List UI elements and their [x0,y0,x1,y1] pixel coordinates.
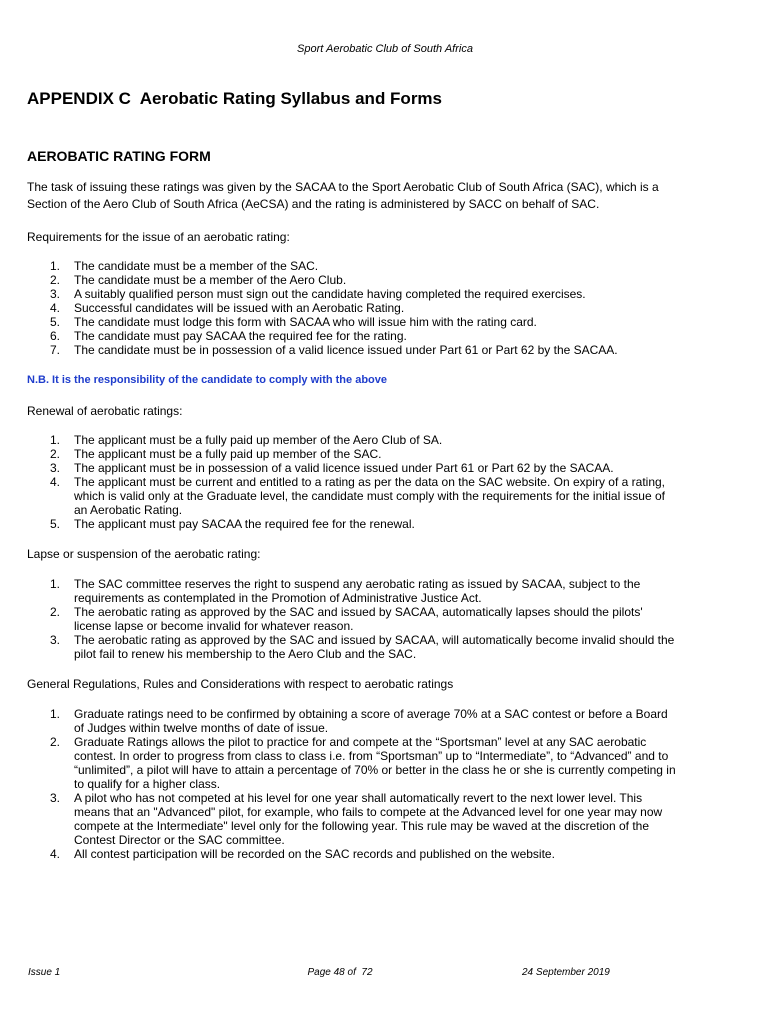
list-item-text: The candidate must be a member of the SAC. [74,259,319,273]
list-item-number: 5. [50,517,61,531]
list-item-number: 3. [50,287,61,301]
list-item [27,517,677,531]
list-item-number: 3. [50,791,61,805]
list-item [27,735,677,791]
list-item [27,273,677,287]
list-item [27,447,677,461]
renewal-heading: Renewal of aerobatic ratings: [27,404,183,418]
list-item-text: The applicant must be a fully paid up member of the SAC. [74,447,382,461]
list-item-number: 2. [50,447,61,461]
list-item-number: 6. [50,329,61,343]
list-item-number: 1. [50,433,61,447]
list-item-text: Graduate Ratings allows the pilot to practice for and compete at the “Sportsman” level at any SAC aerobatic contest. In order to progress from class to class i.e. from “Sportsman” up to “Intermediate”, to “Advanced” and to “unlimited”, a pilot will have to attain a percentage of 70% or better in the class he or she is currently competing in to qualify for a higher class. [74,735,676,791]
renewal-list [27,433,677,531]
list-item [27,791,677,847]
list-item-text: Graduate ratings need to be confirmed by obtaining a score of average 70% at a SAC contest or before a Board of Judges within twelve months of date of issue. [74,707,668,735]
list-item [27,329,677,343]
list-item [27,605,677,633]
list-item [27,707,677,735]
lapse-list [27,577,677,661]
list-item-number: 4. [50,475,61,489]
list-item-text: The candidate must pay SACAA the required fee for the rating. [74,329,407,343]
list-item-number: 2. [50,273,61,287]
list-item-number: 3. [50,633,61,647]
list-item-text: The candidate must be in possession of a valid licence issued under Part 61 or Part 62 by the SACAA. [74,343,618,357]
list-item [27,259,677,273]
list-item-text: The aerobatic rating as approved by the SAC and issued by SACAA, will automatically become invalid should the pilot fail to renew his membership to the Aero Club and the SAC. [74,633,675,661]
running-header: Sport Aerobatic Club of South Africa [297,43,473,55]
appendix-title: APPENDIX C Aerobatic Rating Syllabus and Forms [27,89,443,108]
list-item-number: 2. [50,735,61,749]
list-item [27,301,677,315]
list-item [27,433,677,447]
list-item-text: The applicant must be current and entitled to a rating as per the data on the SAC website. On expiry of a rating, which is valid only at the Graduate level, the candidate must comply with the requirements for the initial issue of an Aerobatic Rating. [74,475,666,517]
intro-paragraph: The task of issuing these ratings was given by the SACAA to the Sport Aerobatic Club of South Africa (SAC), which is a Section of the Aero Club of South Africa (AeCSA) and the rating is administered by SACC on behalf of SAC. [27,180,659,211]
list-item [27,461,677,475]
list-item [27,315,677,329]
page-content [27,88,677,861]
list-item-text: The candidate must be a member of the Aero Club. [74,273,347,287]
list-item-text: The applicant must be in possession of a valid licence issued under Part 61 or Part 62 by the SACAA. [74,461,614,475]
list-item-text: The aerobatic rating as approved by the SAC and issued by SACAA, automatically lapses should the pilots' license lapse or become invalid for whatever reason. [74,605,643,633]
footer-page-number: Page 48 of 72 [307,967,373,978]
list-item-text: A suitably qualified person must sign out the candidate having completed the required exercises. [74,287,586,301]
list-item-text: The candidate must lodge this form with SACAA who will issue him with the rating card. [74,315,537,329]
form-title: AEROBATIC RATING FORM [27,148,211,164]
general-list [27,707,677,861]
list-item-text: The SAC committee reserves the right to suspend any aerobatic rating as issued by SACAA, subject to the requirements as contemplated in the Promotion of Administrative Justice Act. [74,577,641,605]
footer-issue: Issue 1 [28,967,61,978]
list-item-number: 5. [50,315,61,329]
list-item-number: 4. [50,301,61,315]
general-heading: General Regulations, Rules and Considerations with respect to aerobatic ratings [27,677,454,691]
list-item-number: 7. [50,343,61,357]
list-item-number: 1. [50,577,61,591]
list-item [27,633,677,661]
list-item [27,847,677,861]
footer-date: 24 September 2019 [522,967,610,978]
list-item-text: The applicant must pay SACAA the required fee for the renewal. [74,517,415,531]
list-item [27,475,677,517]
list-item-text: Successful candidates will be issued with an Aerobatic Rating. [74,301,405,315]
list-item-number: 4. [50,847,61,861]
requirements-list [27,259,677,357]
lapse-heading: Lapse or suspension of the aerobatic rating: [27,547,261,561]
responsibility-note: N.B. It is the responsibility of the candidate to comply with the above [27,374,387,386]
list-item [27,343,677,357]
list-item-number: 2. [50,605,61,619]
list-item [27,287,677,301]
list-item-number: 1. [50,259,61,273]
list-item-text: All contest participation will be recorded on the SAC records and published on the website. [74,847,555,861]
list-item [27,577,677,605]
list-item-number: 1. [50,707,61,721]
list-item-number: 3. [50,461,61,475]
list-item-text: A pilot who has not competed at his level for one year shall automatically revert to the next lower level. This means that an "Advanced" pilot, for example, who fails to compete at the Advanced level for one year may now compete at the Intermediate" level only for the following year. This rule may be waved at the discretion of the Contest Director or the SAC committee. [74,791,663,847]
requirements-heading: Requirements for the issue of an aerobatic rating: [27,230,290,244]
list-item-text: The applicant must be a fully paid up member of the Aero Club of SA. [74,433,443,447]
